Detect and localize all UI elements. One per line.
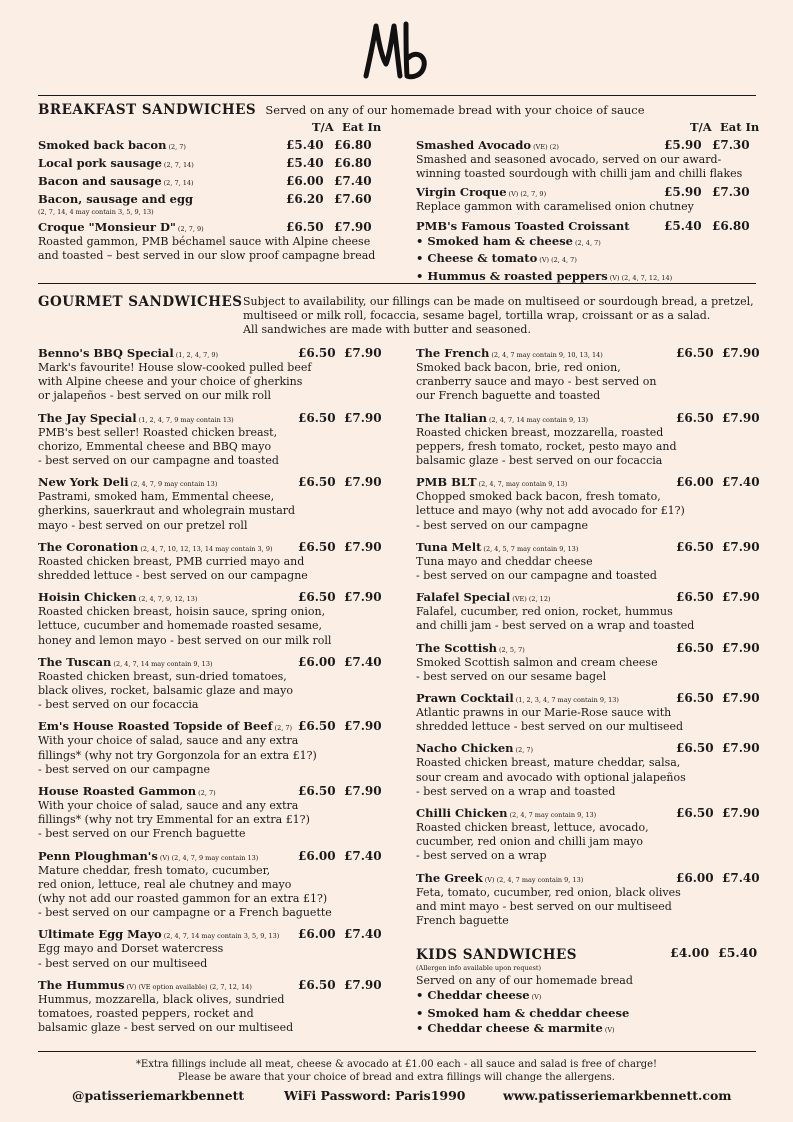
wifi-password: WiFi Password: Paris1990: [284, 1088, 466, 1103]
item-name: PMB BLT: [416, 475, 477, 490]
item-description: Roasted chicken breast, PMB curried mayo and shredded lettuce - best served on our campagne: [38, 554, 308, 583]
menu-item: [38, 654, 382, 713]
item-allergens: (V) (2, 4, 7 may contain 9, 13): [484, 875, 584, 884]
item-description: Smoked back bacon, brie, red onion, cranberry sauce and mayo - best served on our French baguette and toasted: [416, 361, 657, 403]
website-link[interactable]: www.patisseriemarkbennett.com: [503, 1088, 732, 1103]
item-name: PMB's Famous Toasted Croissant: [416, 218, 630, 233]
item-allergens: (2, 4, 7, 14 may contain 9, 13): [488, 415, 589, 424]
item-allergens: (2, 4, 7 may contain 9, 13): [509, 811, 597, 820]
item-ta-price: £6.50: [298, 590, 336, 605]
item-allergens: (V) (2, 4, 7, 9 may contain 13): [159, 853, 259, 862]
item-description: PMB's best seller! Roasted chicken breast, chorizo, Emmental cheese and BBQ mayo - best served on our campagne and toasted: [38, 425, 279, 468]
item-name: Tuna Melt: [416, 539, 482, 554]
menu-item: [38, 539, 382, 583]
kids-section: [416, 944, 756, 1039]
kids-description: Served on any of our homemade bread: [416, 974, 633, 987]
item-name: The Jay Special: [38, 410, 137, 425]
item-name: Ultimate Egg Mayo: [38, 927, 162, 942]
item-name: Nacho Chicken: [416, 741, 514, 756]
menu-item: [416, 640, 760, 684]
menu-item: [416, 185, 756, 214]
item-ta-price: £6.50: [676, 539, 714, 554]
item-description: Roasted chicken breast, mozzarella, roasted peppers, fresh tomato, rocket, pesto mayo and balsamic glaze - best served on our focaccia: [416, 425, 677, 468]
item-name: Bacon and sausage: [38, 174, 162, 188]
breakfast-title: BREAKFAST SANDWICHES: [38, 102, 257, 118]
menu-item: [38, 220, 378, 263]
item-name: Bacon, sausage and egg: [38, 192, 194, 206]
item-name: The Greek: [416, 870, 483, 885]
menu-item: [38, 927, 382, 970]
gourmet-subtitle: Subject to availability, our fillings can be made on multiseed or sourdough bread, a pretzel, multiseed or milk roll, focaccia, sesame bagel, tortilla wrap, croissant or as a salad. All sandwiches are made with butter and seasoned.: [243, 295, 754, 336]
menu-item: [38, 848, 382, 921]
item-description: Tuna mayo and cheddar cheese - best served on our campagne and toasted: [416, 554, 657, 583]
item-allergens: (2, 4, 7 may contain 9, 10, 13, 14): [491, 351, 603, 359]
menu-item: [38, 719, 382, 777]
item-eat-price: £7.90: [344, 346, 382, 360]
item-eat-price: £6.80: [334, 138, 372, 152]
item-allergens: (1, 2, 4, 7, 9): [175, 351, 219, 359]
item-eat-price: £7.90: [722, 346, 760, 360]
gourmet-right-column: [416, 346, 760, 935]
item-description: Mature cheddar, fresh tomato, cucumber, red onion, lettuce, real ale chutney and mayo (why not add our roasted gammon for an extra £1?) - best served on our campagne or a French baguette: [38, 863, 332, 920]
menu-item: [38, 138, 378, 153]
footer-note: *Extra fillings include all meat, cheese & avocado at £1.00 each - all sauce and salad is free of charge!: [135, 1059, 658, 1070]
col-ta-header: T/A: [312, 120, 334, 134]
menu-item: [38, 784, 382, 842]
breakfast-left-column: [38, 138, 378, 266]
item-ta-price: £6.50: [298, 475, 336, 490]
menu-item: [416, 870, 760, 929]
item-eat-price: £7.90: [722, 640, 760, 655]
kids-option: • Cheddar cheese (V): [416, 988, 542, 1003]
item-ta-price: £6.50: [676, 640, 714, 655]
menu-item: [38, 192, 378, 217]
item-eat-price: £7.90: [344, 977, 382, 992]
kids-options: [416, 988, 756, 1039]
menu-item: [416, 806, 760, 864]
menu-item: [38, 174, 378, 189]
item-ta-price: £6.00: [298, 848, 336, 863]
item-description: Feta, tomato, cucumber, red onion, black olives and mint mayo - best served on our multiseed French baguette: [416, 885, 681, 928]
item-allergens: (2, 7, 14): [163, 161, 194, 169]
gourmet-left-column: [38, 346, 382, 1043]
item-ta-price: £6.50: [298, 539, 336, 554]
item-name: House Roasted Gammon: [38, 784, 197, 799]
menu-item: [38, 410, 382, 469]
item-name: Local pork sausage: [38, 156, 162, 170]
item-eat-price: £6.80: [712, 218, 750, 233]
item-ta-price: £6.50: [286, 220, 324, 234]
item-allergens: (2, 7): [515, 746, 534, 755]
item-ta-price: £6.20: [286, 192, 324, 206]
kids-allergen-note: (Allergen info available upon request): [416, 964, 542, 972]
item-allergens: (1, 2, 3, 4, 7 may contain 9, 13): [515, 696, 619, 705]
item-ta-price: £6.00: [286, 174, 324, 188]
item-eat-price: £7.90: [344, 475, 382, 490]
item-description: Chopped smoked back bacon, fresh tomato, lettuce and mayo (why not add avocado for £1?) - best served on our campagne: [416, 490, 685, 532]
item-ta-price: £6.00: [676, 475, 714, 490]
item-eat-price: £7.90: [722, 691, 760, 706]
item-description: Smashed and seasoned avocado, served on our award- winning toasted sourdough with chilli jam and chilli flakes: [416, 153, 743, 181]
col-eat-header: Eat In: [342, 120, 382, 134]
item-ta-price: £6.00: [298, 927, 336, 942]
item-description: Roasted chicken breast, hoisin sauce, spring onion, lettuce, cucumber and homemade roasted sesame, honey and lemon mayo - best served on our milk roll: [38, 605, 332, 647]
croissant-option: • Smoked ham & cheese (2, 4, 7): [416, 233, 601, 248]
item-eat-price: £7.90: [334, 220, 372, 234]
kids-title: KIDS SANDWICHES: [416, 947, 577, 963]
item-name: Prawn Cocktail: [416, 691, 514, 706]
item-eat-price: £7.90: [722, 806, 760, 821]
menu-item: [38, 977, 382, 1036]
item-description: Pastrami, smoked ham, Emmental cheese, gherkins, sauerkraut and wholegrain mustard mayo - best served on our pretzel roll: [38, 490, 296, 532]
divider: [38, 1051, 756, 1052]
item-allergens: (1, 2, 4, 7, 9 may contain 13): [138, 415, 234, 424]
item-description: Roasted chicken breast, mature cheddar, salsa, sour cream and avocado with optional jalapeños - best served on a wrap and toasted: [416, 756, 686, 798]
menu-item: [416, 590, 760, 633]
item-allergens: (2, 4, 7, 9, 12, 13): [138, 595, 198, 604]
item-eat-price: £7.90: [722, 539, 760, 554]
item-eat-price: £7.40: [334, 174, 372, 188]
menu-item: [38, 156, 378, 171]
instagram-handle[interactable]: @patisseriemarkbennett: [72, 1088, 245, 1103]
item-name: Smoked back bacon: [38, 138, 167, 152]
item-allergens: (2, 4, 7, 14 may contain 9, 13): [113, 659, 213, 668]
item-allergens: (2, 4, 7, 10, 12, 13, 14 may contain 3, 9): [140, 544, 273, 553]
item-eat-price: £7.90: [344, 539, 382, 554]
item-eat-price: £6.80: [334, 156, 372, 170]
footer-allergen-note: Please be aware that your choice of bread and extra fillings will change the allergens.: [178, 1072, 615, 1083]
item-eat-price: £7.40: [344, 927, 382, 942]
item-name: The Coronation: [38, 539, 139, 554]
col-ta-header: T/A: [690, 120, 712, 134]
item-allergens: (2, 7, 14): [163, 179, 194, 187]
item-ta-price: £6.50: [676, 346, 714, 360]
item-allergens: (2, 4, 5, 7 may contain 9, 13): [483, 544, 579, 553]
item-name: Smashed Avocado: [416, 138, 532, 152]
item-eat-price: £7.90: [344, 784, 382, 799]
breakfast-section: [38, 102, 645, 118]
item-name: Chilli Chicken: [416, 806, 508, 821]
item-name: The Hummus: [38, 977, 125, 992]
item-allergens: (2, 4, 7, may contain 9, 13): [478, 480, 568, 489]
divider: [38, 283, 756, 284]
menu-item: [38, 590, 382, 648]
item-ta-price: £5.40: [664, 218, 702, 233]
croissant-option: • Hummus & roasted peppers (V) (2, 4, 7, 12, 14): [416, 268, 673, 283]
breakfast-right-column: [416, 138, 756, 286]
menu-item: [416, 138, 756, 181]
item-eat-price: £7.40: [722, 475, 760, 490]
item-eat-price: £7.40: [722, 870, 760, 885]
item-eat-price: £7.40: [344, 848, 382, 863]
item-eat-price: £7.60: [334, 192, 372, 206]
item-ta-price: £6.50: [676, 806, 714, 821]
gourmet-title: GOURMET SANDWICHES: [38, 294, 243, 310]
item-description: Mark's favourite! House slow-cooked pulled beef with Alpine cheese and your choice of gherkins or jalapeños - best served on our milk roll: [38, 361, 312, 403]
item-name: The Italian: [416, 410, 487, 425]
item-ta-price: £5.40: [286, 138, 324, 152]
item-allergens: (2, 5, 7): [499, 645, 525, 654]
item-allergens: (V) (VE option available) (2, 7, 12, 14): [126, 982, 252, 991]
item-eat-price: £7.90: [344, 590, 382, 605]
item-description: Atlantic prawns in our Marie-Rose sauce with shredded lettuce - best served on our multiseed: [416, 706, 684, 734]
menu-item: [416, 475, 760, 533]
item-name: Virgin Croque: [416, 185, 507, 200]
item-ta-price: £6.50: [298, 784, 336, 799]
item-description: Roasted gammon, PMB béchamel sauce with Alpine cheese and toasted – best served in our slow proof campagne bread: [38, 235, 376, 263]
item-ta-price: £6.50: [298, 719, 336, 734]
item-allergens: (2, 7, 14, 4 may contain 3, 5, 9, 13): [38, 208, 154, 216]
item-name: Falafel Special: [416, 590, 511, 605]
item-ta-price: £5.90: [664, 138, 702, 152]
kids-ta-price: £4.00: [670, 945, 710, 960]
item-ta-price: £6.50: [298, 977, 336, 992]
item-eat-price: £7.90: [722, 410, 760, 425]
item-ta-price: £6.50: [298, 410, 336, 425]
item-eat-price: £7.90: [722, 741, 760, 756]
item-allergens: (2, 4, 7, 14 may contain 3, 5, 9, 13): [163, 932, 280, 941]
item-ta-price: £6.50: [676, 741, 714, 756]
kids-option: • Cheddar cheese & marmite (V): [416, 1021, 615, 1036]
item-ta-price: £6.50: [676, 590, 714, 605]
kids-eat-price: £5.40: [718, 945, 758, 960]
menu-item: [38, 346, 382, 404]
item-allergens: (V) (2, 7, 9): [508, 190, 547, 199]
item-ta-price: £6.00: [676, 870, 714, 885]
item-name: The French: [416, 346, 490, 360]
item-eat-price: £7.90: [722, 590, 760, 605]
item-allergens: (2, 7): [168, 143, 186, 151]
col-eat-header: Eat In: [720, 120, 760, 134]
item-name: The Scottish: [416, 640, 498, 655]
menu-item: [416, 741, 760, 799]
breakfast-subtitle: Served on any of our homemade bread with your choice of sauce: [265, 103, 645, 117]
item-description: With your choice of salad, sauce and any extra fillings* (why not try Emmental for an extra £1?) - best served on our French baguette: [38, 799, 310, 841]
croissant-option: • Cheese & tomato (V) (2, 4, 7): [416, 251, 577, 266]
menu-item: [416, 346, 760, 404]
item-eat-price: £7.90: [344, 719, 382, 734]
item-eat-price: £7.30: [712, 185, 750, 200]
brand-logo: [360, 18, 432, 82]
item-description: Smoked Scottish salmon and cream cheese - best served on our sesame bagel: [416, 655, 658, 683]
menu-item: [38, 475, 382, 533]
item-eat-price: £7.40: [344, 654, 382, 669]
divider: [38, 95, 756, 96]
item-description: Egg mayo and Dorset watercress - best served on our multiseed: [38, 942, 224, 970]
kids-option: • Smoked ham & cheddar cheese: [416, 1005, 630, 1020]
menu-item: [416, 539, 760, 583]
menu-item: [416, 691, 760, 734]
item-name: Penn Ploughman's: [38, 848, 158, 863]
menu-item: [416, 410, 760, 469]
item-ta-price: £5.40: [286, 156, 324, 170]
menu-item: [416, 219, 756, 234]
item-name: Em's House Roasted Topside of Beef: [38, 719, 273, 734]
item-ta-price: £6.50: [298, 346, 336, 360]
item-allergens: (VE) (2): [533, 143, 559, 151]
item-allergens: (2, 4, 7, 9 may contain 13): [130, 480, 218, 489]
item-eat-price: £7.90: [344, 410, 382, 425]
item-allergens: (2, 7, 9): [177, 225, 204, 233]
item-eat-price: £7.30: [712, 138, 750, 152]
item-allergens: (2, 7): [198, 789, 216, 798]
item-name: New York Deli: [38, 475, 129, 490]
item-name: Hoisin Chicken: [38, 590, 137, 605]
item-description: Hummus, mozzarella, black olives, sundried tomatoes, roasted peppers, rocket and balsamic glaze - best served on our multiseed: [38, 992, 294, 1035]
item-ta-price: £6.00: [298, 654, 336, 669]
item-ta-price: £6.50: [676, 691, 714, 706]
item-name: The Tuscan: [38, 654, 112, 669]
item-name: Benno's BBQ Special: [38, 346, 174, 360]
item-allergens: (2, 7): [274, 724, 293, 733]
item-name: Croque "Monsieur D": [38, 220, 176, 234]
item-allergens: (VE) (2, 12): [512, 595, 551, 604]
item-description: Replace gammon with caramelised onion chutney: [416, 200, 694, 214]
item-ta-price: £6.50: [676, 410, 714, 425]
item-ta-price: £5.90: [664, 185, 702, 200]
item-description: Falafel, cucumber, red onion, rocket, hummus and chilli jam - best served on a wrap and toasted: [416, 605, 695, 633]
item-description: Roasted chicken breast, sun-dried tomatoes, black olives, rocket, balsamic glaze and mayo - best served on our focaccia: [38, 669, 293, 712]
item-description: Roasted chicken breast, lettuce, avocado, cucumber, red onion and chilli jam mayo - best served on a wrap: [416, 821, 649, 863]
item-description: With your choice of salad, sauce and any extra fillings* (why not try Gorgonzola for an extra £1?) - best served on our campagne: [38, 734, 317, 776]
